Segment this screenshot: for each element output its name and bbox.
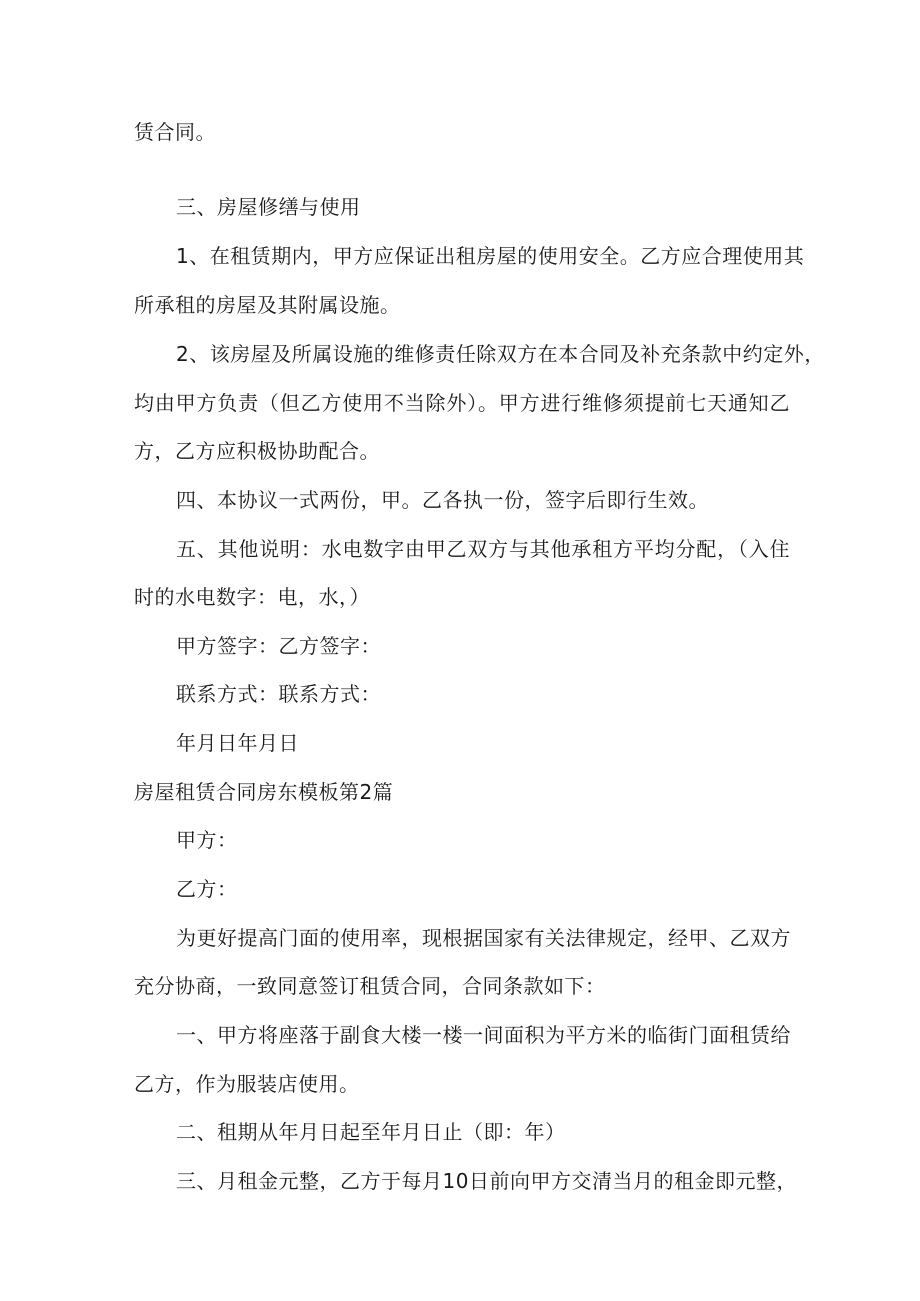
- text-line-20: 乙方，作为服装店使用。: [134, 1072, 360, 1096]
- contact-line: 联系方式：联系方式：: [176, 682, 381, 706]
- date-line: 年月日年月日: [176, 731, 299, 755]
- section-heading-copies: 四、本协议一式两份，甲。乙各执一份，签字后即行生效。: [176, 488, 709, 512]
- party-b-line: 乙方：: [176, 877, 238, 901]
- text-line-17: 为更好提高门面的使用率，现根据国家有关法律规定，经甲、乙双方: [176, 926, 791, 950]
- text-line-5: 2、该房屋及所属设施的维修责任除双方在本合同及补充条款中约定外，: [176, 342, 825, 366]
- section-heading-term: 二、租期从年月日起至年月日止（即：年）: [176, 1120, 566, 1144]
- section-heading-repair: 三、房屋修缮与使用: [176, 195, 361, 219]
- text-line-10: 时的水电数字：电，水，）: [134, 585, 370, 609]
- text-line-1: 赁合同。: [134, 120, 216, 144]
- article-title: 房屋租赁合同房东模板第2篇: [134, 780, 394, 804]
- signature-line: 甲方签字：乙方签字：: [176, 634, 381, 658]
- text-line-18: 充分协商，一致同意签订租赁合同，合同条款如下：: [134, 974, 606, 998]
- section-heading-other: 五、其他说明：水电数字由甲乙双方与其他承租方平均分配，（入住: [176, 537, 790, 561]
- text-line-6: 均由甲方负责（但乙方使用不当除外）。甲方进行维修须提前七天通知乙: [134, 391, 790, 415]
- section-heading-rent: 三、月租金元整，乙方于每月10日前向甲方交清当月的租金即元整，: [176, 1169, 797, 1193]
- text-line-3: 1、在租赁期内，甲方应保证出租房屋的使用安全。乙方应合理使用其: [176, 244, 805, 268]
- section-heading-location: 一、甲方将座落于副食大楼一楼一间面积为平方米的临街门面租赁给: [176, 1023, 791, 1047]
- text-line-4: 所承租的房屋及其附属设施。: [134, 293, 401, 317]
- text-line-7: 方，乙方应积极协助配合。: [134, 439, 380, 463]
- party-a-line: 甲方：: [176, 828, 238, 852]
